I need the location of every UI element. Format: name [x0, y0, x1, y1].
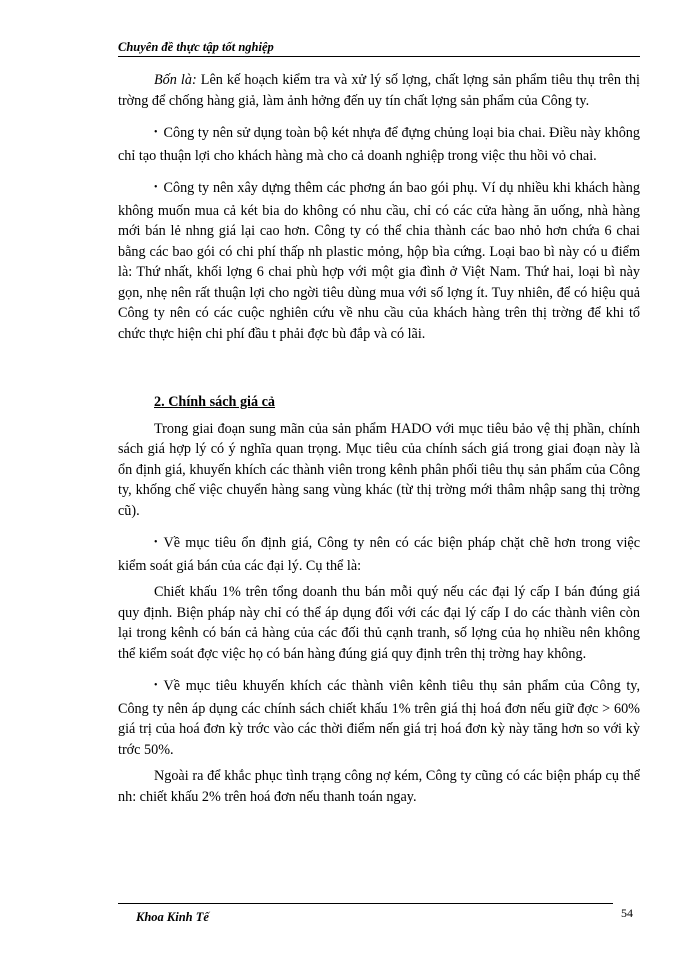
paragraph-text: Công ty nên sử dụng toàn bộ két nhựa để đựng chủng loại bia chai. Điều này không chỉ tạo thuận lợi cho khách hàng mà cho cả doanh nghiệp trong việc thu hồi vỏ chai. — [118, 125, 640, 164]
bullet-icon: • — [154, 127, 158, 138]
paragraph-1 — [118, 70, 640, 111]
paragraph-text: Về mục tiêu khuyến khích các thành viên kênh tiêu thụ sản phẩm của Công ty, Công ty nên áp dụng các chính sách chiết khấu 1% trên giá thị hoá đơn nếu giữ đợc > 60% giá trị của hoá đơn kỳ trớc vào các thời điểm nến giá trị hoá đơn kỳ này tăng hơn so với kỳ trớc 50%. — [118, 678, 640, 758]
bullet-icon: • — [154, 537, 158, 548]
paragraph-6 — [118, 582, 640, 664]
paragraph-text: Lên kế hoạch kiểm tra và xử lý số lợng, chất lợng sản phẩm tiêu thụ trên thị trờng để chống hàng giả, làm ảnh hởng đến uy tín chất lợng sản phẩm của Công ty. — [118, 72, 640, 109]
paragraph-5 — [118, 533, 640, 576]
paragraph-text: Chiết khấu 1% trên tổng doanh thu bán mỗi quý nếu các đại lý cấp I bán đúng giá quy định. Biện pháp này chỉ có thể áp dụng đối với các đại lý cấp I do các thành viên còn lại trong kênh có bán cả hàng của các đối thủ cạnh tranh, số lợng của họ nhiều nên không thể kiểm soát đợc việc họ có bán hàng đúng giá quy định trên thị trờng hay không. — [118, 584, 640, 662]
footer-text: Khoa Kinh Tế — [136, 910, 209, 924]
paragraph-4 — [118, 419, 640, 522]
document-body — [118, 70, 640, 819]
header-title: Chuyên đề thực tập tốt nghiệp — [118, 40, 274, 54]
paragraph-3 — [118, 178, 640, 344]
paragraph-text: Công ty nên xây dựng thêm các phơng án bao gói phụ. Ví dụ nhiều khi khách hàng không muốn mua cả két bia do không có nhu cầu, chỉ có các cửa hàng ăn uống, nhà hàng mới bán lẻ nhng giá lại cao hơn. Công ty có thể chia thành các bao nhỏ hơn chứa 6 chai bằng các bao gói có chi phí thấp nh plastic mỏng, hộp bìa cứng. Loại bao bì này có u điểm là: Thứ nhất, khối lợng 6 chai phù hợp với một gia đình ở Việt Nam. Thứ hai, loại bì này gọn, nhẹ nên rất thuận lợi cho ngời tiêu dùng mua với số lợng ít. Tuy nhiên, để có hiệu quả Công ty nên có các cuộc nghiên cứu về nhu cầu của khách hàng trên thị trờng để khi tổ chức thực hiện chi phí đầu t phải đợc bù đắp và có lãi. — [118, 180, 640, 342]
page-number: 54 — [621, 906, 633, 920]
footer-divider — [118, 903, 613, 904]
paragraph-8 — [118, 766, 640, 807]
paragraph-lead: Bốn là: — [154, 72, 197, 88]
section-title: 2. Chính sách giá cả — [154, 394, 276, 410]
page-header — [118, 34, 640, 57]
paragraph-text: Về mục tiêu ổn định giá, Công ty nên có các biện pháp chặt chẽ hơn trong việc kiểm soát giá bán của các đại lý. Cụ thể là: — [118, 535, 640, 574]
paragraph-2 — [118, 123, 640, 166]
paragraph-text: Ngoài ra để khắc phục tình trạng công nợ kém, Công ty cũng có các biện pháp cụ thể nh: chiết khấu 2% trên hoá đơn nếu thanh toán ngay. — [118, 768, 640, 805]
paragraph-7 — [118, 676, 640, 760]
paragraph-text: Trong giai đoạn sung mãn của sản phẩm HADO với mục tiêu bảo vệ thị phần, chính sách giá hợp lý có ý nghĩa quan trọng. Mục tiêu của chính sách giá trong giai đoạn này là ổn định giá, khuyến khích các thành viên trong kênh phân phối tiêu thụ sản phẩm của Công ty, khống chế việc chuyển hàng sang vùng khác (từ thị trờng mới thâm nhập sang thị trờng cũ). — [118, 420, 640, 519]
bullet-icon: • — [154, 182, 158, 193]
bullet-icon: • — [154, 680, 158, 691]
